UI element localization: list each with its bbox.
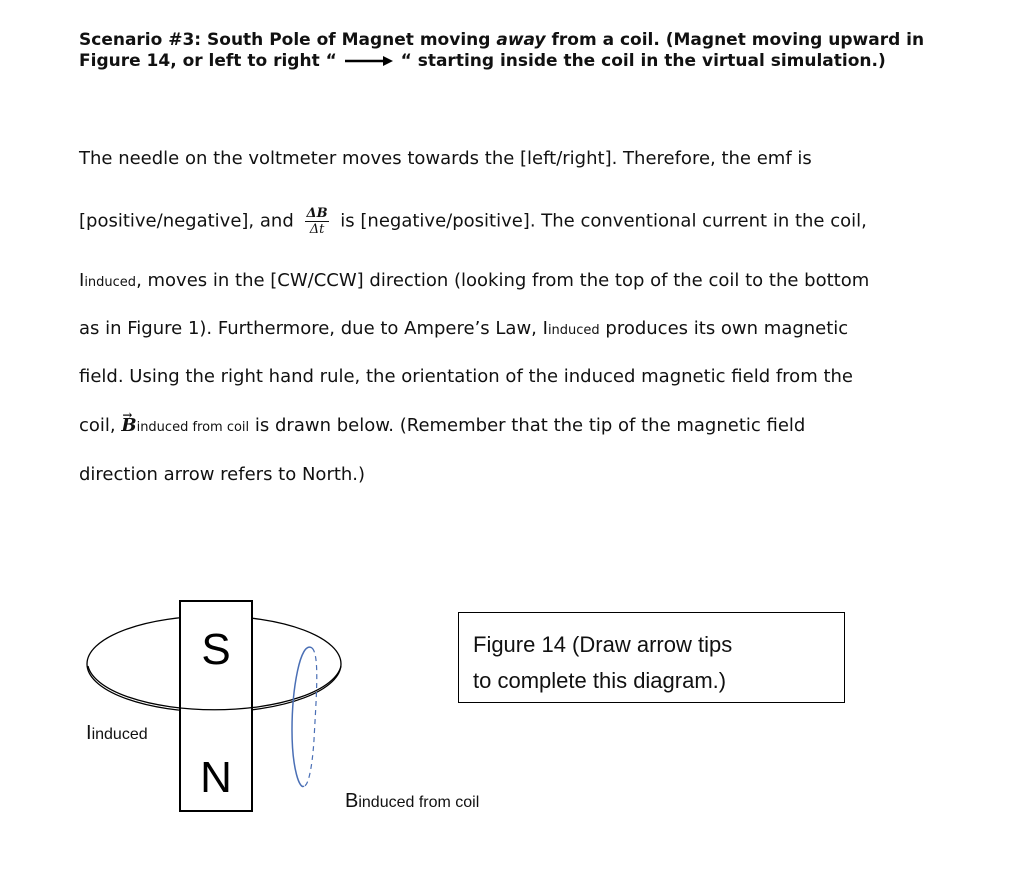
delta-b-over-delta-t: $\frac{\Delta B}{\Delta t}$ xyxy=(306,206,328,237)
induced-field-loop-dashed xyxy=(304,648,317,786)
label-i-induced: Iinduced xyxy=(86,722,148,744)
figure-caption-box xyxy=(458,612,845,703)
paragraph-line-4: as in Figure 1). Furthermore, due to Ampere’s Law, Iinduced produces its own magnetic xyxy=(79,318,849,339)
magnet-north-label: N xyxy=(200,753,232,802)
paragraph-line-7: direction arrow refers to North.) xyxy=(79,464,366,485)
paragraph-line-5: field. Using the right hand rule, the orientation of the induced magnetic field from the xyxy=(79,366,853,387)
label-b-induced-from-coil: Binduced from coil xyxy=(345,790,480,812)
induced-field-loop xyxy=(292,647,312,786)
emphasis-away: away xyxy=(496,30,546,50)
scenario-heading: Scenario #3: South Pole of Magnet moving away from a coil. (Magnet moving upward in Figure 14, or left to right “ “ starting inside the coil in the virtual simulation.) xyxy=(79,30,925,71)
paragraph-line-3: Iinduced, moves in the [CW/CCW] direction (looking from the top of the coil to the bottom xyxy=(79,270,870,291)
paragraph-line-2: [positive/negative], and $\frac{\Delta B}{\Delta t}$ is [negative/positive]. The conventional current in the coil, xyxy=(79,206,867,237)
paragraph-line-6: coil, → Binduced from coil is drawn below. (Remember that the tip of the magnetic field xyxy=(79,414,805,440)
figure-caption-line-2: to complete this diagram.) xyxy=(473,668,727,693)
paragraph-line-1: The needle on the voltmeter moves towards the [left/right]. Therefore, the emf is xyxy=(79,148,812,169)
figure-caption-line-1: Figure 14 (Draw arrow tips xyxy=(473,632,733,657)
magnet-south-label: S xyxy=(201,625,231,674)
